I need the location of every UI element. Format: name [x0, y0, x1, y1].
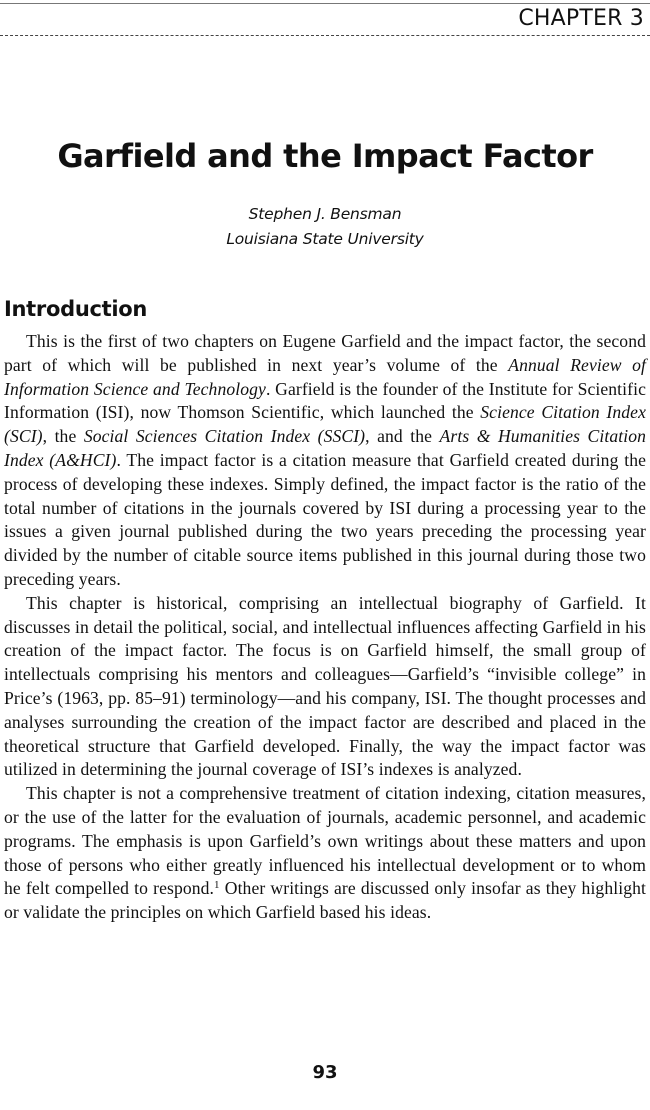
author-affiliation: Louisiana State University — [226, 230, 424, 248]
author-name: Stephen J. Bensman — [248, 205, 402, 223]
paragraph-1-text-b: . Garfield is the founder of the Institute for Scientific Information (ISI), now Thomson Scientific, which launched the — [4, 378, 646, 423]
byline — [0, 202, 650, 252]
paragraph-1-text-c: , the — [42, 426, 84, 447]
header-divider — [0, 35, 650, 36]
page-number: 93 — [312, 1062, 338, 1083]
index-title-ahci: Arts & Humanities Citation Index (A&HCI) — [4, 426, 647, 470]
index-title-sci: Science Citation Index (SCI) — [4, 402, 646, 447]
paragraph-3 — [4, 782, 646, 925]
index-title-ssci: Social Sciences Citation Index (SSCI) — [83, 426, 366, 447]
body-text — [4, 330, 646, 925]
paragraph-1-text-a: This is the first of two chapters on Eugene Garfield and the impact factor, the second part of which will be published in next year’s volume of the — [4, 331, 646, 375]
journal-title-arist: Annual Review of Information Science and Technology — [4, 354, 647, 399]
section-heading: Introduction — [4, 297, 148, 321]
paragraph-3-text-b: Other writings are discussed only insofar as they highlight or validate the principles on which Garfield based his ideas. — [4, 878, 646, 923]
chapter-label: CHAPTER 3 — [518, 6, 644, 31]
paragraph-3-text-a: This chapter is not a comprehensive treatment of citation indexing, citation measures, or the use of the latter for the evaluation of journals, academic personnel, and academic programs. The emphasis is upon Garfield’s own writings about these matters and upon those of persons who either greatly influenced his intellectual development or to whom he felt compelled to respond. — [4, 783, 646, 899]
footnote-marker: 1 — [214, 879, 220, 892]
paragraph-1 — [4, 330, 646, 592]
paragraph-1-text-d: , and the — [365, 426, 440, 447]
paragraph-1-text-e: . The impact factor is a citation measure that Garfield created during the process of developing these indexes. Simply defined, the impact factor is the ratio of the total number of citations in the journals covered by ISI during a processing year to the issues a given journal published during the two years preceding the processing year divided by the number of citable source items published in this journal during those two preceding years. — [4, 449, 647, 589]
paragraph-2: This chapter is historical, comprising an intellectual biography of Garfield. It discusses in detail the political, social, and intellectual influences affecting Garfield in his creation of the impact factor. The focus is on Garfield himself, the small group of intellectuals comprising his mentors and colleagues—Garfield’s “invisible college” in Price’s (1963, pp. 85–91) terminology—and his company, ISI. The thought processes and analyses surrounding the creation of the impact factor are described and placed in the theoretical structure that Garfield developed. Finally, the way the impact factor was utilized in determining the journal coverage of ISI’s indexes is analyzed. — [4, 592, 646, 780]
chapter-title: Garfield and the Impact Factor — [57, 137, 593, 175]
